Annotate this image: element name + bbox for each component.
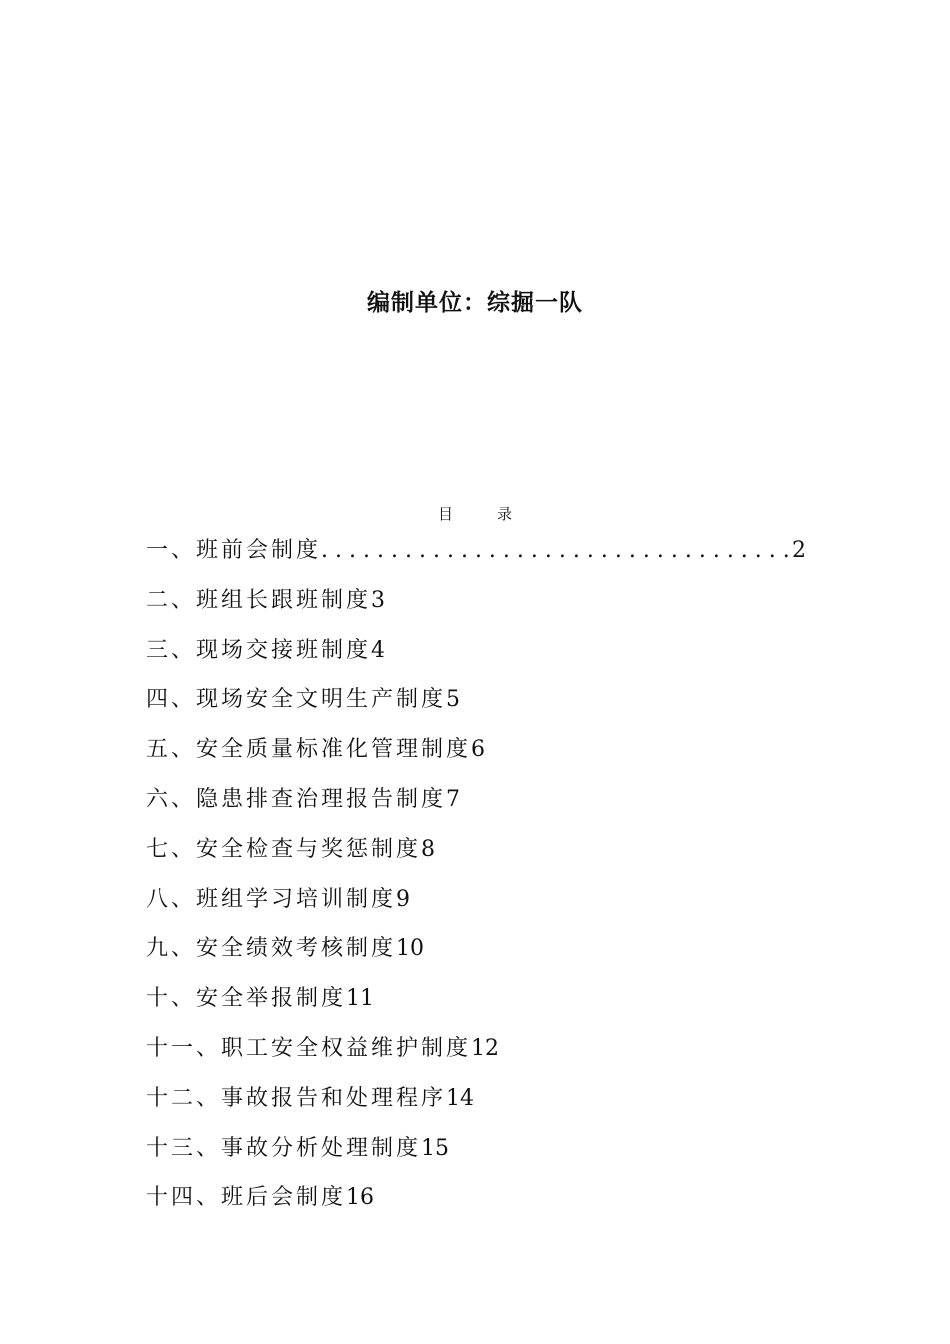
toc-entry-page: 9 <box>396 886 411 912</box>
toc-entry-title: 九、安全绩效考核制度 <box>146 936 397 962</box>
toc-entry-title: 十二、事故报告和处理程序 <box>146 1085 447 1111</box>
toc-entry[interactable] <box>146 534 806 584</box>
toc-entry[interactable] <box>146 783 806 833</box>
toc-entry-title: 七、安全检查与奖惩制度 <box>146 836 422 862</box>
toc-entry-page: 15 <box>421 1135 450 1161</box>
toc-entry[interactable] <box>146 833 806 883</box>
toc-entry-page: 4 <box>371 637 386 663</box>
toc-heading <box>0 503 950 524</box>
toc-entry-page: 11 <box>346 986 375 1012</box>
toc-entry[interactable] <box>146 634 806 684</box>
toc-entry-title: 十四、班后会制度 <box>146 1185 347 1211</box>
toc-entry[interactable] <box>146 683 806 733</box>
toc-entry-title: 十一、职工安全权益维护制度 <box>146 1035 472 1061</box>
toc-dot-leader <box>321 534 792 584</box>
toc-entry-title: 二、班组长跟班制度 <box>146 587 372 613</box>
toc-entry-page: 14 <box>446 1085 475 1111</box>
toc-entry-title: 一、班前会制度 <box>146 538 322 563</box>
toc-entry-title: 十三、事故分析处理制度 <box>146 1135 422 1161</box>
toc-entry[interactable] <box>146 1181 806 1231</box>
toc-entry[interactable] <box>146 1082 806 1132</box>
toc-entry-title: 八、班组学习培训制度 <box>146 886 397 912</box>
toc-entry[interactable] <box>146 1132 806 1182</box>
toc-entry[interactable] <box>146 932 806 982</box>
toc-entry-title: 十、安全举报制度 <box>146 986 347 1012</box>
toc-entry[interactable] <box>146 982 806 1032</box>
toc-entry-page: 3 <box>371 587 386 613</box>
toc-entry-page: 16 <box>346 1185 375 1211</box>
toc-entry[interactable] <box>146 584 806 634</box>
toc-entry-page: 7 <box>446 786 461 812</box>
toc-entry[interactable] <box>146 733 806 783</box>
toc-entry-page: 6 <box>471 737 486 763</box>
toc-entry-page: 10 <box>396 936 425 962</box>
toc-entry-title: 三、现场交接班制度 <box>146 637 372 663</box>
toc-entry-title: 四、现场安全文明生产制度 <box>146 687 447 713</box>
toc-entry-title: 五、安全质量标准化管理制度 <box>146 737 472 763</box>
toc-entry-page: 2 <box>792 538 806 563</box>
compiling-unit: 编制单位：综掘一队 <box>367 290 583 316</box>
toc-entry[interactable] <box>146 883 806 933</box>
toc-heading-left: 目 <box>437 505 453 523</box>
toc-heading-right: 录 <box>497 505 513 523</box>
toc-entry-page: 12 <box>471 1035 500 1061</box>
toc-entry[interactable] <box>146 1032 806 1082</box>
toc-entry-page: 8 <box>421 836 436 862</box>
toc-entry-page: 5 <box>446 687 461 713</box>
table-of-contents <box>146 534 806 1231</box>
toc-entry-title: 六、隐患排查治理报告制度 <box>146 786 447 812</box>
